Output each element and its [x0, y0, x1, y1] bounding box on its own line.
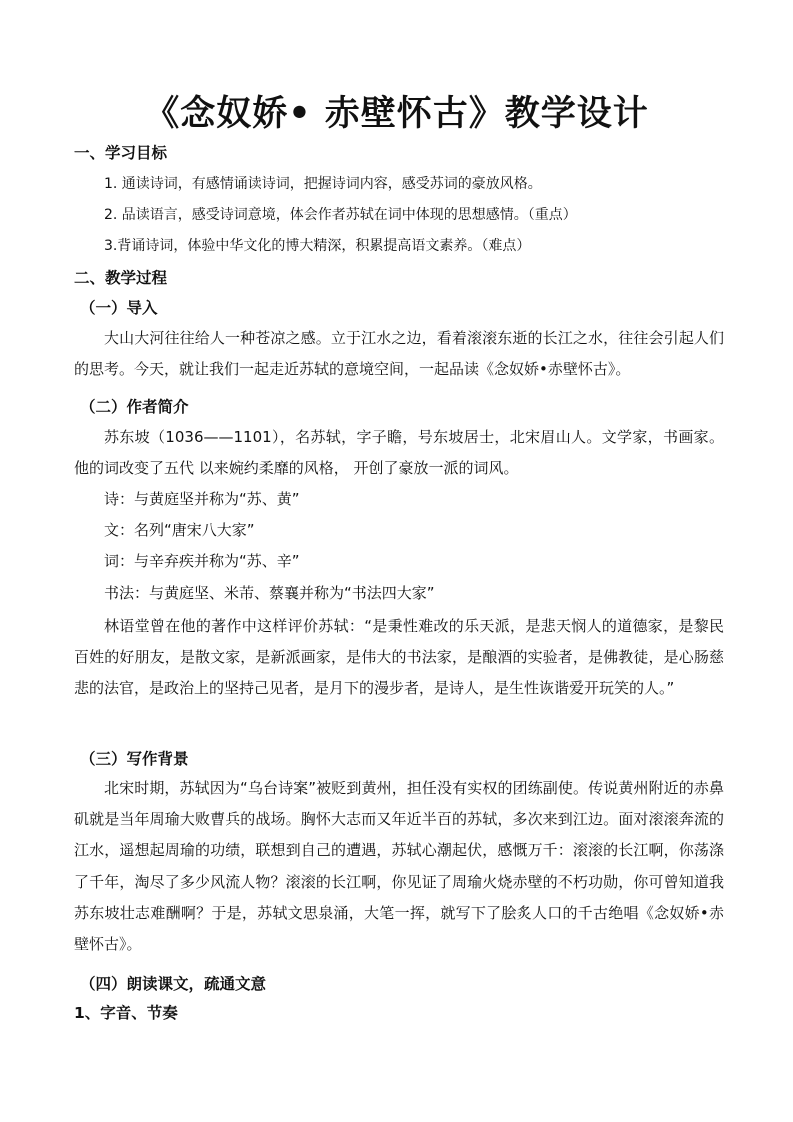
author-item-ci: 词：与辛弃疾并称为“苏、辛” — [104, 552, 300, 570]
background-paragraph: 北宋时期，苏轼因为“乌台诗案”被贬到黄州，担任没有实权的团练副使。传说黄州附近的赤鼻矶就是当年周瑜大败曹兵的战场。胸怀大志而又年近半百的苏轼，多次来到江边。面对滚滚奔流的江水，遥想起周瑜的功绩，联想到自己的遭遇，苏轼心潮起伏，感慨万千：滚滚的长江啊，你荡涤了千年，淘尽了多少风流人物？滚滚的长江啊，你见证了周瑜火烧赤壁的不朽功勋，你可曾知道我苏东坡壮志难酬啊？于是，苏轼文思泉涌，大笔一挥，就写下了脍炙人口的千古绝唱《念奴娇•赤壁怀古》。 — [74, 779, 724, 954]
subheading-background: （三）写作背景 — [80, 750, 189, 768]
objective-item-3: 3.背诵诗词，体验中华文化的博大精深，积累提高语文素养。（难点） — [104, 238, 531, 254]
document-title: 《念奴娇• 赤壁怀古》教学设计 — [144, 94, 649, 134]
author-quote-paragraph: 林语堂曾在他的著作中这样评价苏轼：“是秉性难改的乐天派，是悲天悯人的道德家，是黎民百姓的好朋友，是散文家，是新派画家，是伟大的书法家，是酿酒的实验者，是佛教徒，是心肠慈悲的法官，是政治上的坚持己见者，是月下的漫步者，是诗人，是生性诙谐爱开玩笑的人。” — [74, 617, 724, 698]
subheading-reading: （四）朗读课文，疏通文意 — [80, 975, 267, 993]
section-heading-objectives: 一、学习目标 — [74, 144, 168, 162]
subheading-intro: （一）导入 — [80, 299, 158, 317]
section-heading-process: 二、教学过程 — [74, 269, 168, 287]
objective-item-2: 2. 品读语言，感受诗词意境，体会作者苏轼在词中体现的思想感情。（重点） — [104, 207, 577, 223]
objective-item-1: 1. 通读诗词，有感情诵读诗词，把握诗词内容，感受苏词的豪放风格。 — [104, 176, 542, 192]
author-item-poetry: 诗：与黄庭坚并称为“苏、黄” — [104, 490, 300, 508]
author-item-calligraphy: 书法：与黄庭坚、米芾、蔡襄并称为“书法四大家” — [104, 584, 435, 602]
author-paragraph: 苏东坡（1036——1101），名苏轼，字子瞻，号东坡居士，北宋眉山人。文学家，书画家。他的词改变了五代 以来婉约柔靡的风格， 开创了豪放一派的词风。 — [74, 428, 724, 478]
subheading-author: （二）作者简介 — [80, 398, 189, 416]
intro-paragraph: 大山大河往往给人一种苍凉之感。立于江水之边，看着滚滚东逝的长江之水，往往会引起人们的思考。今天，就让我们一起走近苏轼的意境空间，一起品读《念奴娇•赤壁怀古》。 — [74, 329, 724, 379]
subheading-pronunciation: 1、字音、节奏 — [74, 1004, 178, 1022]
author-item-prose: 文：名列“唐宋八大家” — [104, 521, 255, 539]
